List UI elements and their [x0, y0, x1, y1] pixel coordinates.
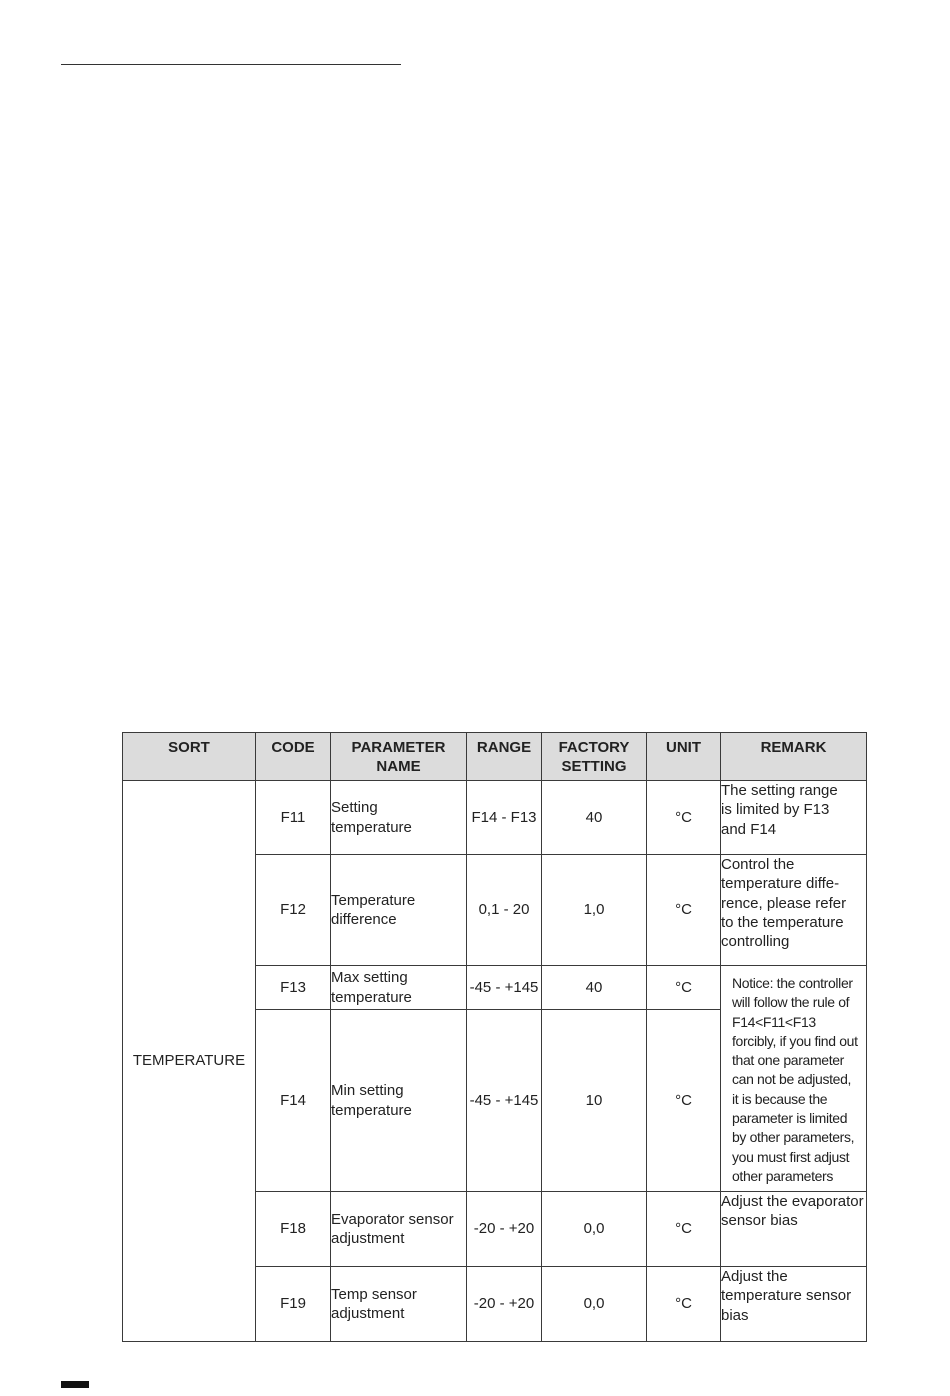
parameter-name-cell: Min setting temperature	[331, 1010, 467, 1192]
factory-setting-cell: 10	[542, 1010, 647, 1192]
unit-cell: °C	[647, 1010, 721, 1192]
factory-setting-cell: 40	[542, 966, 647, 1010]
page-number-mark	[61, 1381, 89, 1388]
table-row	[123, 781, 867, 855]
range-cell: 0,1 - 20	[467, 855, 542, 966]
parameter-name-cell: Setting temperature	[331, 781, 467, 855]
table-header-row	[123, 733, 867, 781]
unit-cell: °C	[647, 966, 721, 1010]
code-cell: F14	[256, 1010, 331, 1192]
header-code: CODE	[256, 733, 331, 781]
header-factory-setting: FACTORY SETTING	[542, 733, 647, 781]
factory-setting-cell: 40	[542, 781, 647, 855]
code-cell: F13	[256, 966, 331, 1010]
unit-cell: °C	[647, 1267, 721, 1342]
range-cell: -20 - +20	[467, 1267, 542, 1342]
header-range: RANGE	[467, 733, 542, 781]
parameter-name-cell: Max setting temperature	[331, 966, 467, 1010]
unit-cell: °C	[647, 781, 721, 855]
parameter-name-cell: Evaporator sensor adjustment	[331, 1192, 467, 1267]
sort-cell-temperature: TEMPERATURE	[123, 781, 256, 1342]
header-sort: SORT	[123, 733, 256, 781]
code-cell: F11	[256, 781, 331, 855]
unit-cell: °C	[647, 1192, 721, 1267]
remark-cell: The setting range is limited by F13 and F14	[721, 781, 867, 855]
code-cell: F18	[256, 1192, 331, 1267]
code-cell: F12	[256, 855, 331, 966]
factory-setting-cell: 0,0	[542, 1267, 647, 1342]
range-cell: -20 - +20	[467, 1192, 542, 1267]
remark-cell-shared: Notice: the controller will follow the rule of F14<F11<F13 forcibly, if you find out that one parameter can not be adjusted, it is because the parameter is limited by other parameters, you must first adjust other parameters	[721, 966, 867, 1192]
range-cell: -45 - +145	[467, 1010, 542, 1192]
factory-setting-cell: 1,0	[542, 855, 647, 966]
remark-cell: Adjust the temperature sensor bias	[721, 1267, 867, 1342]
header-parameter-name: PARAMETER NAME	[331, 733, 467, 781]
parameter-name-cell: Temperature difference	[331, 855, 467, 966]
range-cell: -45 - +145	[467, 966, 542, 1010]
unit-cell: °C	[647, 855, 721, 966]
parameter-table	[122, 732, 867, 1342]
remark-cell: Control the temperature diffe- rence, please refer to the temperature controlling	[721, 855, 867, 966]
range-cell: F14 - F13	[467, 781, 542, 855]
header-unit: UNIT	[647, 733, 721, 781]
code-cell: F19	[256, 1267, 331, 1342]
top-divider-line	[61, 64, 401, 65]
header-remark: REMARK	[721, 733, 867, 781]
remark-cell: Adjust the evaporator sensor bias	[721, 1192, 867, 1267]
parameter-name-cell: Temp sensor adjustment	[331, 1267, 467, 1342]
factory-setting-cell: 0,0	[542, 1192, 647, 1267]
